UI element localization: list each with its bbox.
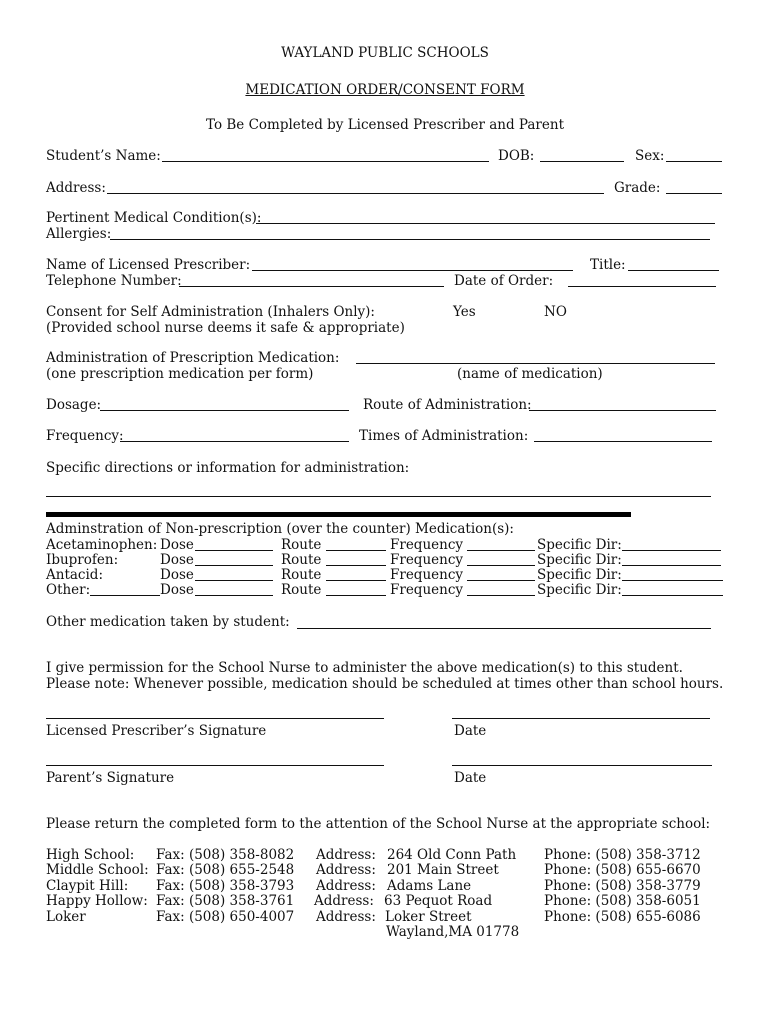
allergies-label: Allergies: <box>46 226 112 242</box>
form-title <box>0 82 770 98</box>
otc-dose-field[interactable] <box>195 550 273 551</box>
times-label: Times of Administration: <box>359 428 529 444</box>
otc-row-name: Antacid: <box>46 567 103 583</box>
otc-row-dir-label: Specific Dir: <box>537 582 622 598</box>
return-note: Please return the completed form to the attention of the School Nurse at the appropriate school: <box>46 816 711 832</box>
otc-row-dose-label: Dose <box>160 582 194 598</box>
school-name-cell: Middle School: <box>46 862 149 878</box>
medical-conditions-label: Pertinent Medical Condition(s): <box>46 210 262 226</box>
title-label: Title: <box>590 257 626 273</box>
otc-row-frequency-label: Frequency <box>390 552 464 568</box>
address-label: Address: <box>46 180 106 196</box>
otc-row-route-label: Route <box>281 537 322 553</box>
otc-row-route-label: Route <box>281 567 322 583</box>
otc-row-route-label: Route <box>281 582 322 598</box>
school-phone: Phone: (508) 655-6670 <box>544 862 701 878</box>
permission-statement: I give permission for the School Nurse to administer the above medication(s) to this student. <box>46 660 683 676</box>
dosage-field[interactable] <box>100 410 349 411</box>
school-phone: Phone: (508) 358-3779 <box>544 878 701 894</box>
directions-field[interactable] <box>46 496 711 497</box>
school-address: 201 Main Street <box>387 862 499 878</box>
school-address-label: Address: <box>314 893 374 909</box>
otc-row-name: Acetaminophen: <box>46 537 158 553</box>
otc-dir-field[interactable] <box>622 580 723 581</box>
prescriber-date-field[interactable] <box>452 718 710 719</box>
prescriber-name-label: Name of Licensed Prescriber: <box>46 257 251 273</box>
prescriber-signature-field[interactable] <box>46 718 384 719</box>
otc-row-frequency-label: Frequency <box>390 537 464 553</box>
otc-heading: Adminstration of Non-prescription (over the counter) Medication(s): <box>46 521 514 537</box>
school-fax: Fax: (508) 358-3761 <box>156 893 295 909</box>
school-address: Loker Street <box>385 909 472 925</box>
section-divider <box>46 512 631 517</box>
sex-field[interactable] <box>666 161 722 162</box>
otc-dir-field[interactable] <box>622 565 721 566</box>
otc-row-name: Ibuprofen: <box>46 552 119 568</box>
parent-date-label: Date <box>454 770 487 786</box>
school-address-label: Address: <box>316 862 376 878</box>
otc-frequency-field[interactable] <box>467 580 535 581</box>
school-fax: Fax: (508) 655-2548 <box>156 862 295 878</box>
school-address-label: Address: <box>316 878 376 894</box>
school-phone: Phone: (508) 358-6051 <box>544 893 701 909</box>
route-label: Route of Administration: <box>363 397 532 413</box>
other-medication-label: Other medication taken by student: <box>46 614 290 630</box>
otc-dir-field[interactable] <box>622 550 721 551</box>
school-name: WAYLAND PUBLIC SCHOOLS <box>281 45 489 61</box>
school-fax: Fax: (508) 358-3793 <box>156 878 295 894</box>
grade-label: Grade: <box>614 180 661 196</box>
sex-label: Sex: <box>635 148 665 164</box>
student-name-label: Student’s Name: <box>46 148 161 164</box>
consent-label: Consent for Self Administration (Inhalers Only): <box>46 304 375 320</box>
otc-dir-field[interactable] <box>622 595 723 596</box>
times-field[interactable] <box>534 441 712 442</box>
school-address: 264 Old Conn Path <box>387 847 517 863</box>
date-of-order-label: Date of Order: <box>454 273 554 289</box>
otc-row-name: Other: <box>46 582 91 598</box>
student-name-field[interactable] <box>162 161 489 162</box>
form-title-text: MEDICATION ORDER/CONSENT FORM <box>245 82 525 98</box>
medical-conditions-field[interactable] <box>256 223 715 224</box>
otc-row-dir-label: Specific Dir: <box>537 552 622 568</box>
directions-label: Specific directions or information for administration: <box>46 460 410 476</box>
frequency-field[interactable] <box>120 441 349 442</box>
school-address: Adams Lane <box>387 878 472 894</box>
otc-frequency-field[interactable] <box>467 565 535 566</box>
otc-route-field[interactable] <box>326 595 386 596</box>
dob-label: DOB: <box>498 148 535 164</box>
telephone-field[interactable] <box>179 286 444 287</box>
otc-row-dir-label: Specific Dir: <box>537 537 622 553</box>
school-address-label: Address: <box>316 909 376 925</box>
otc-dose-field[interactable] <box>195 565 273 566</box>
dosage-label: Dosage: <box>46 397 102 413</box>
permission-note: Please note: Whenever possible, medication should be scheduled at times other than school hours. <box>46 676 724 692</box>
otc-row-dose-label: Dose <box>160 567 194 583</box>
frequency-label: Frequency: <box>46 428 124 444</box>
medication-name-hint: (name of medication) <box>457 366 603 382</box>
school-name-cell: High School: <box>46 847 135 863</box>
otc-frequency-field[interactable] <box>467 550 535 551</box>
title-field[interactable] <box>628 270 719 271</box>
prescriber-signature-label: Licensed Prescriber’s Signature <box>46 723 267 739</box>
school-phone: Phone: (508) 655-6086 <box>544 909 701 925</box>
school-phone: Phone: (508) 358-3712 <box>544 847 701 863</box>
school-name-cell: Loker <box>46 909 86 925</box>
school-fax: Fax: (508) 650-4007 <box>156 909 295 925</box>
school-address: 63 Pequot Road <box>384 893 493 909</box>
grade-field[interactable] <box>666 193 722 194</box>
route-field[interactable] <box>529 410 716 411</box>
city-line: Wayland,MA 01778 <box>386 924 520 940</box>
prescription-note: (one prescription medication per form) <box>46 366 314 382</box>
consent-note: (Provided school nurse deems it safe & appropriate) <box>46 320 405 336</box>
telephone-label: Telephone Number: <box>46 273 182 289</box>
form-subtitle: To Be Completed by Licensed Prescriber and Parent <box>206 117 564 133</box>
otc-route-field[interactable] <box>326 565 386 566</box>
school-address-label: Address: <box>316 847 376 863</box>
prescription-label: Administration of Prescription Medication: <box>46 350 340 366</box>
otc-dose-field[interactable] <box>195 580 273 581</box>
otc-row-dose-label: Dose <box>160 552 194 568</box>
address-field[interactable] <box>107 193 604 194</box>
parent-date-field[interactable] <box>452 765 712 766</box>
otc-other-name-field[interactable] <box>90 595 160 596</box>
dob-field[interactable] <box>540 161 624 162</box>
school-name-cell: Happy Hollow: <box>46 893 148 909</box>
consent-yes[interactable]: Yes <box>453 304 476 320</box>
parent-signature-field[interactable] <box>46 765 384 766</box>
school-fax: Fax: (508) 358-8082 <box>156 847 295 863</box>
otc-row-dose-label: Dose <box>160 537 194 553</box>
otc-row-frequency-label: Frequency <box>390 582 464 598</box>
date-of-order-field[interactable] <box>568 286 716 287</box>
otc-row-frequency-label: Frequency <box>390 567 464 583</box>
otc-row-route-label: Route <box>281 552 322 568</box>
other-medication-field[interactable] <box>297 628 711 629</box>
otc-row-dir-label: Specific Dir: <box>537 567 622 583</box>
medication-name-field[interactable] <box>356 363 715 364</box>
prescriber-name-field[interactable] <box>252 270 573 271</box>
parent-signature-label: Parent’s Signature <box>46 770 175 786</box>
prescriber-date-label: Date <box>454 723 487 739</box>
otc-route-field[interactable] <box>326 550 386 551</box>
otc-dose-field[interactable] <box>195 595 273 596</box>
otc-route-field[interactable] <box>326 580 386 581</box>
allergies-field[interactable] <box>110 239 710 240</box>
otc-frequency-field[interactable] <box>467 595 535 596</box>
consent-no[interactable]: NO <box>544 304 567 320</box>
school-name-cell: Claypit Hill: <box>46 878 129 894</box>
